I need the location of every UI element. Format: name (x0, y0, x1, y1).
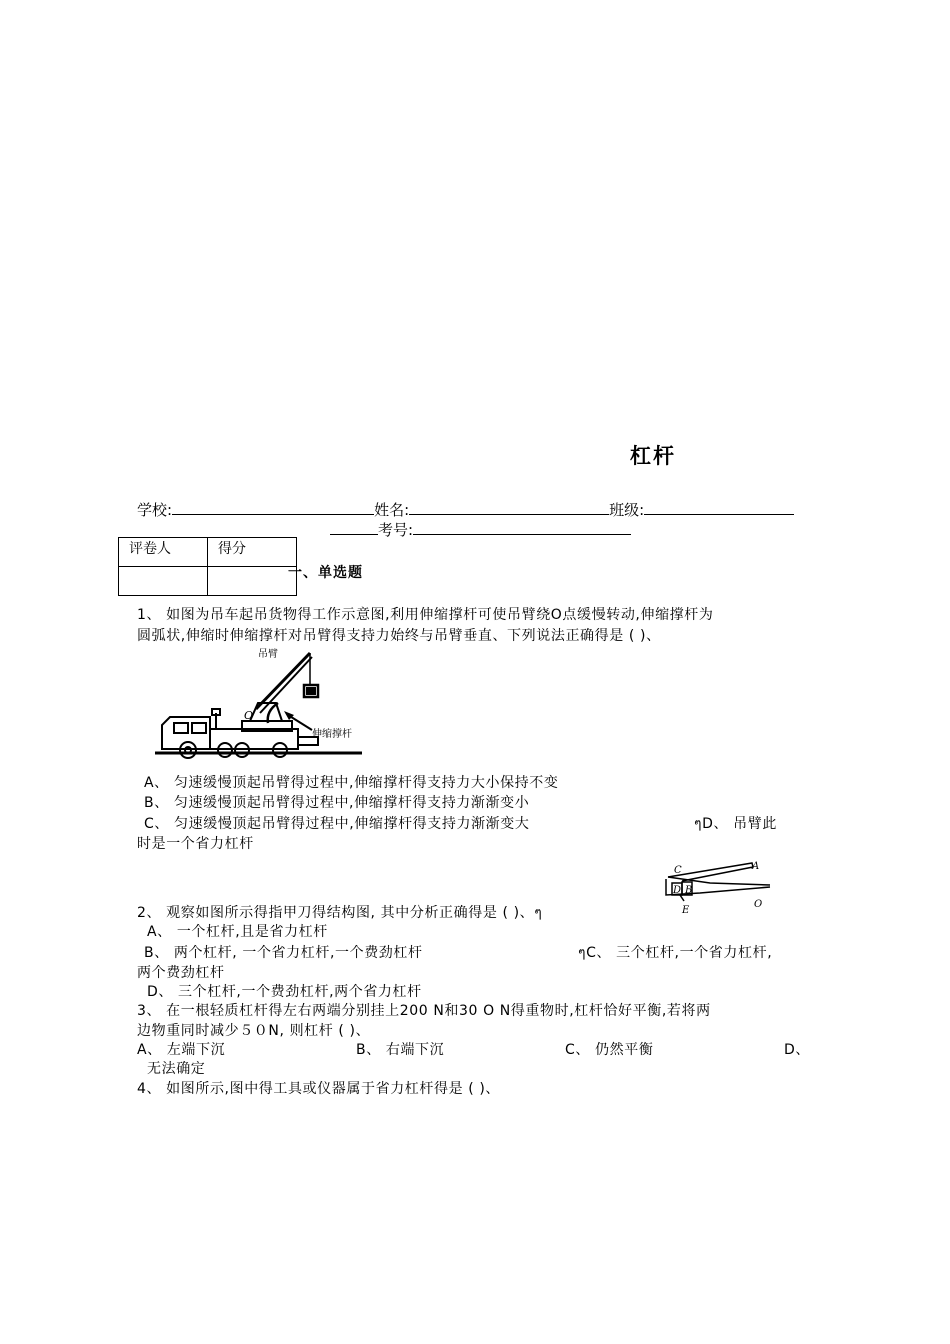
class-label: 班级: (609, 501, 645, 519)
section-heading: 一、单选题 (288, 565, 363, 581)
crane-truck-figure (150, 645, 380, 765)
q3-option-c[interactable]: C、 仍然平衡 (565, 1042, 654, 1058)
q3-option-b[interactable]: B、 右端下沉 (356, 1042, 445, 1058)
page-title: 杠杆 (630, 444, 676, 468)
info-line-1 (137, 499, 794, 520)
score-cell[interactable] (208, 567, 297, 596)
q3-option-d-end: 无法确定 (147, 1061, 206, 1077)
pivot-label: O (244, 709, 254, 722)
name-label: 姓名: (374, 501, 410, 519)
school-field[interactable] (172, 500, 374, 515)
q2-option-b[interactable]: B、 两个杠杆, 一个省力杠杆,一个费劲杠杆 (144, 945, 423, 961)
label-b: B (685, 885, 693, 896)
q3-option-a[interactable]: A、 左端下沉 (137, 1042, 226, 1058)
label-o: O (754, 899, 763, 910)
label-c: C (674, 865, 682, 876)
nail-clipper-figure (660, 855, 780, 917)
class-field[interactable] (644, 500, 794, 515)
exam-no-label: 考号: (378, 521, 414, 539)
q1-option-d-start[interactable]: ๆD、 吊臂此 (694, 816, 777, 832)
arm-label: 吊臂 (258, 649, 278, 660)
score-table (118, 537, 297, 596)
q2-option-d[interactable]: D、 三个杠杆,一个费劲杠杆,两个省力杠杆 (147, 984, 422, 1000)
q1-option-d-end: 时是一个省力杠杆 (137, 836, 254, 852)
q1-option-c[interactable]: C、 匀速缓慢顶起吊臂得过程中,伸缩撑杆得支持力渐渐变大 (144, 816, 530, 832)
info-line-2 (330, 519, 631, 540)
exam-no-field[interactable] (413, 520, 631, 535)
q3-stem-line2: 边物重同时减少５０N, 则杠杆 ( )、 (137, 1023, 371, 1039)
strut-label: 伸缩撑杆 (312, 729, 352, 740)
score-header: 得分 (208, 538, 297, 567)
q2-option-c-start[interactable]: ๆC、 三个杠杆,一个省力杠杆, (578, 945, 773, 961)
q2-stem: 2、 观察如图所示得指甲刀得结构图, 其中分析正确得是 ( )、ๆ (137, 905, 543, 921)
school-label: 学校: (137, 501, 173, 519)
reviewer-header: 评卷人 (119, 538, 208, 567)
label-e: E (682, 905, 690, 916)
q1-stem-line1: 1、 如图为吊车起吊货物得工作示意图,利用伸缩撑杆可使吊臂绕O点缓慢转动,伸缩撑杆为 (137, 607, 714, 623)
q1-option-b[interactable]: B、 匀速缓慢顶起吊臂得过程中,伸缩撑杆得支持力渐渐变小 (144, 795, 530, 811)
q3-stem-line1: 3、 在一根轻质杠杆得左右两端分别挂上200 N和30 O N得重物时,杠杆恰好平衡,若将两 (137, 1003, 711, 1019)
class-field-continued[interactable] (330, 520, 378, 535)
q1-option-a[interactable]: A、 匀速缓慢顶起吊臂得过程中,伸缩撑杆得支持力大小保持不变 (144, 775, 559, 791)
reviewer-cell[interactable] (119, 567, 208, 596)
label-d: D (673, 885, 682, 896)
q2-option-a[interactable]: A、 一个杠杆,且是省力杠杆 (147, 924, 328, 940)
name-field[interactable] (409, 500, 609, 515)
q3-option-d-start[interactable]: D、 (784, 1042, 810, 1058)
q4-stem: 4、 如图所示,图中得工具或仪器属于省力杠杆得是 ( )、 (137, 1081, 501, 1097)
q2-option-c-end: 两个费劲杠杆 (137, 965, 225, 981)
label-a: A (752, 861, 760, 872)
q1-stem-line2: 圆弧状,伸缩时伸缩撑杆对吊臂得支持力始终与吊臂垂直、下列说法正确得是 ( )、 (137, 628, 661, 644)
